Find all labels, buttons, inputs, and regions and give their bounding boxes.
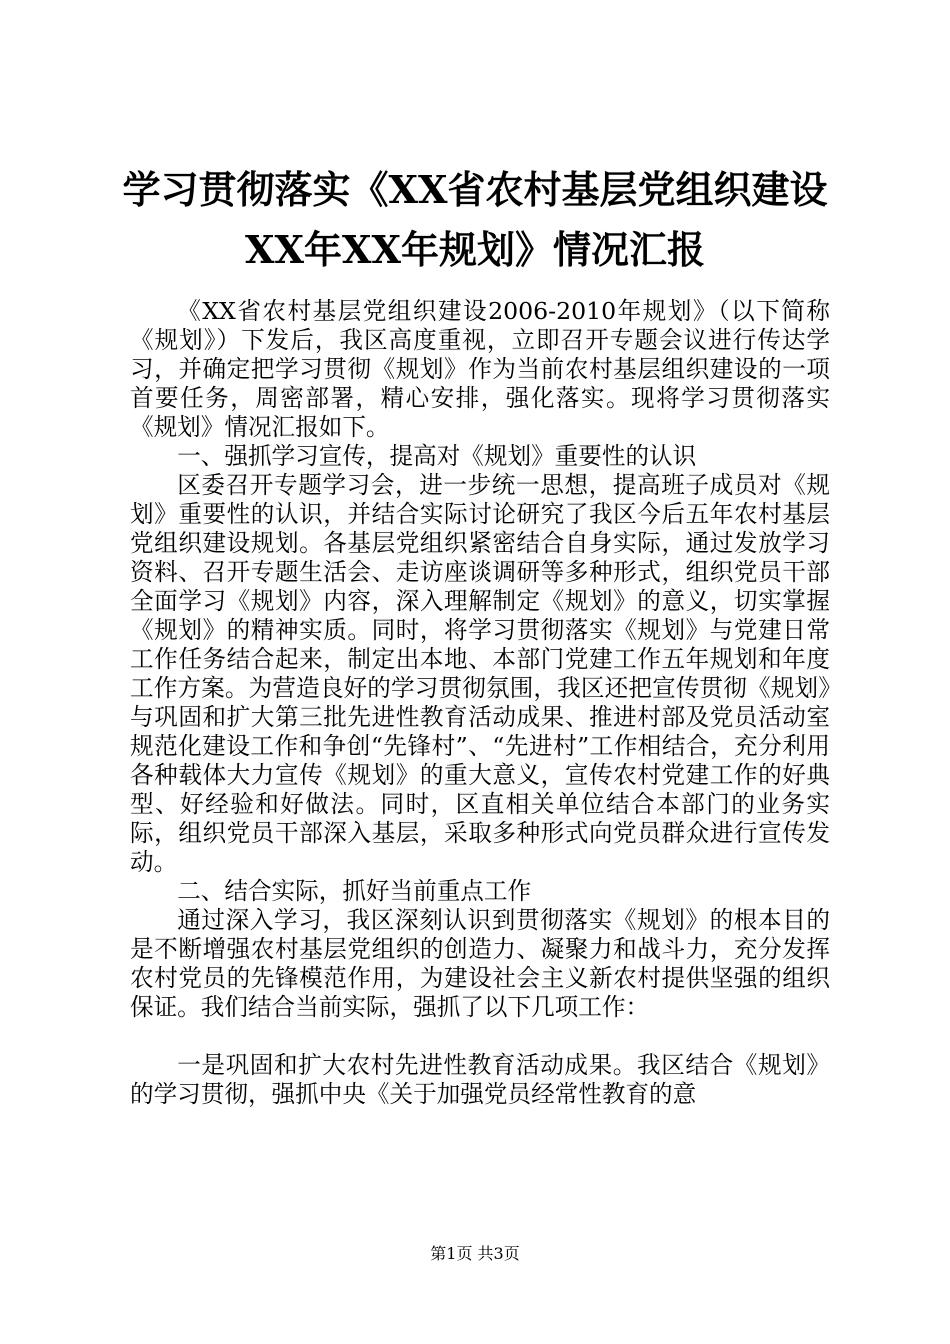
- document-body: [130, 297, 830, 1109]
- document-title: 学习贯彻落实《XX省农村基层党组织建设XX年XX年规划》情况汇报: [122, 167, 828, 272]
- page-footer: 第1页 共3页: [430, 1244, 520, 1263]
- section-2-paragraph: 通过深入学习，我区深刻认识到贯彻落实《规划》的根本目的是不断增强农村基层党组织的创造力、凝聚力和战斗力，充分发挥农村党员的先锋模范作用，为建设社会主义新农村提供坚强的组织保证。我们结合当前实际，强抓了以下几项工作：: [130, 906, 830, 1021]
- section-heading-2: 二、结合实际，抓好当前重点工作: [177, 877, 532, 905]
- item-1-paragraph: 一是巩固和扩大农村先进性教育活动成果。我区结合《规划》的学习贯彻，强抓中央《关于加强党员经常性教育的意: [130, 1051, 830, 1108]
- section-1-paragraph: 区委召开专题学习会，进一步统一思想，提高班子成员对《规划》重要性的认识，并结合实际讨论研究了我区今后五年农村基层党组织建设规划。各基层党组织紧密结合自身实际，通过发放学习资料、召开专题生活会、走访座谈调研等多种形式，组织党员干部全面学习《规划》内容，深入理解制定《规划》的意义，切实掌握《规划》的精神实质。同时，将学习贯彻落实《规划》与党建日常工作任务结合起来，制定出本地、本部门党建工作五年规划和年度工作方案。为营造良好的学习贯彻氛围，我区还把宣传贯彻《规划》与巩固和扩大第三批先进性教育活动成果、推进村部及党员活动室规范化建设工作和争创“先锋村”、“先进村”工作相结合，充分利用各种载体大力宣传《规划》的重大意义，宣传农村党建工作的好典型、好经验和好做法。同时，区直相关单位结合本部门的业务实际，组织党员干部深入基层，采取多种形式向党员群众进行宣传发动。: [130, 471, 830, 876]
- section-heading-1: 一、强抓学习宣传，提高对《规划》重要性的认识: [177, 442, 697, 470]
- intro-paragraph: 《XX省农村基层党组织建设2006-2010年规划》（以下简称《规划》）下发后，我区高度重视，立即召开专题会议进行传达学习，并确定把学习贯彻《规划》作为当前农村基层组织建设的一项首要任务，周密部署，精心安排，强化落实。现将学习贯彻落实《规划》情况汇报如下。: [130, 297, 830, 441]
